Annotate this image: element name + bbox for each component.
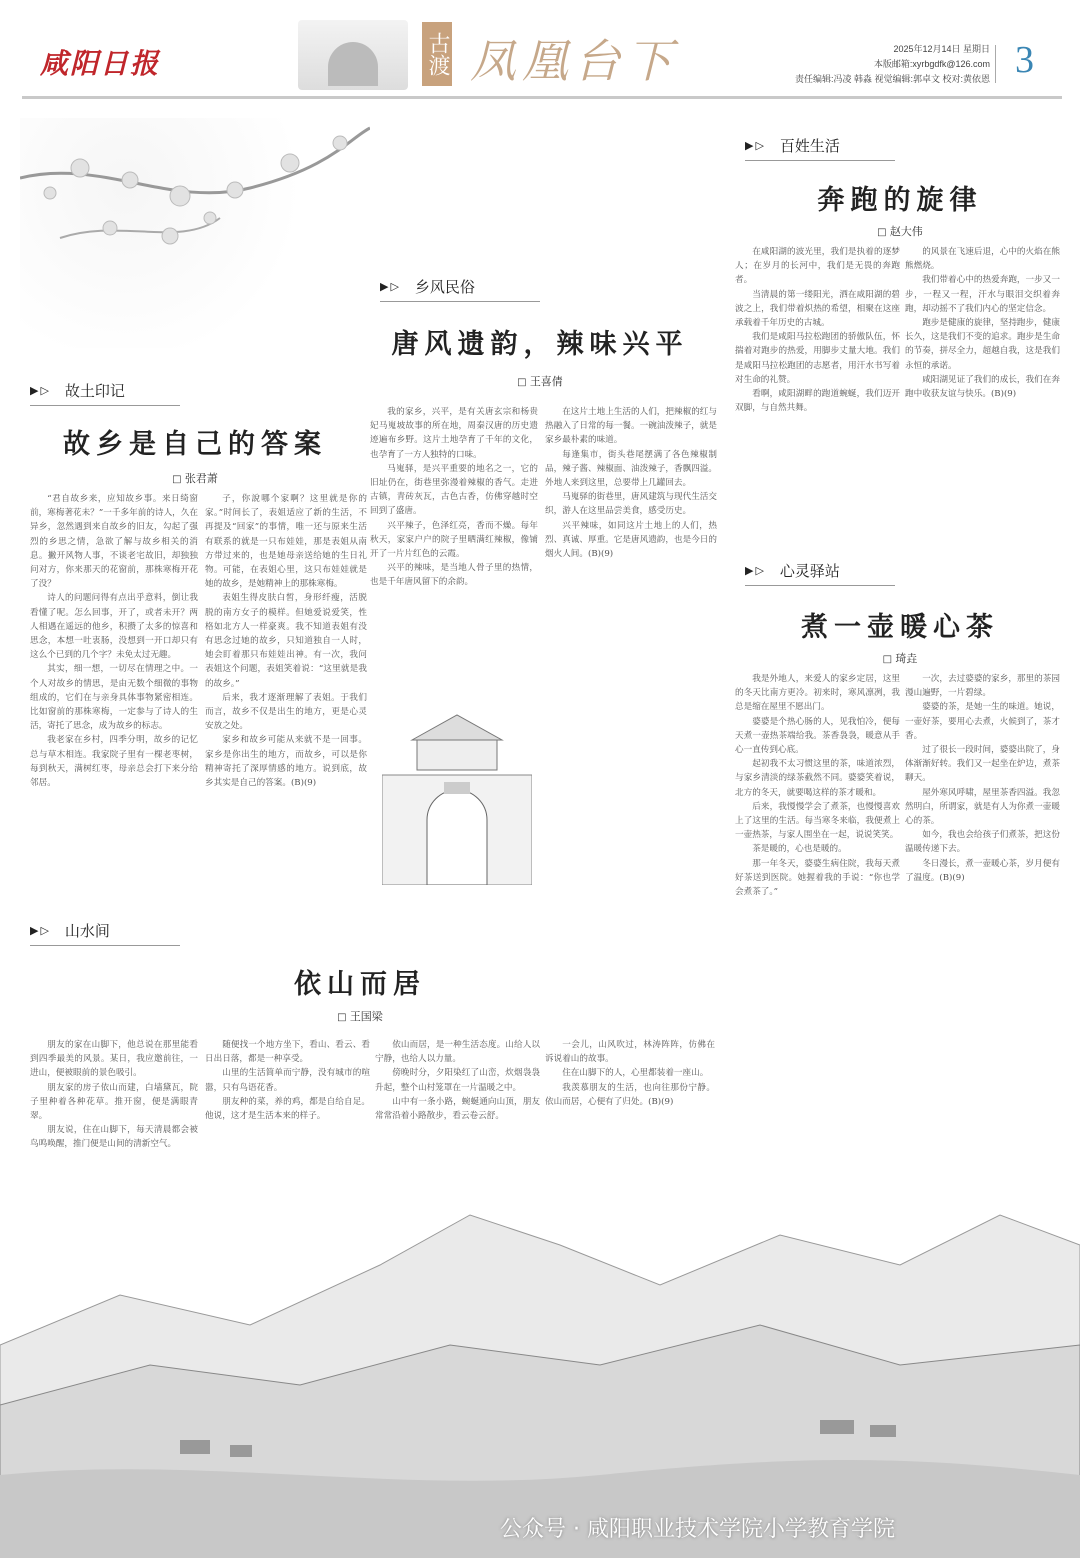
arrow-icon: ▶▷ [745,139,766,152]
arrow-icon: ▶▷ [380,280,401,293]
article-text-column: 一次，去过婆婆的家乡，那里的茶园漫山遍野，一片碧绿。 婆婆的茶，是她一生的味道。她说，一壶好茶，要用心去煮，火候到了，茶才香。 过了很长一段时间，婆婆出院了，身体渐渐好转。我们又一起坐在炉边，煮茶聊天。 屋外寒风呼啸，屋里茶香四溢。我忽然明白，所谓家，就是有人为你煮一壶暖心的茶。 如今，我也会给孩子们煮茶，把这份温暖传递下去。 冬日漫长，煮一壶暖心茶，岁月便有了温度。(B)(9) [905,674,1060,883]
article-author: □ 赵大伟 [735,223,1065,239]
article-title: 故乡是自己的答案 [63,429,327,460]
article-text-column: 依山而居，是一种生活态度。山给人以宁静，也给人以力量。 傍晚时分，夕阳染红了山峦，炊烟袅袅升起，整个山村笼罩在一片温暖之中。 山中有一条小路，蜿蜒通向山顶，朋友常常沿着小路散步，看云卷云舒。 [375,1040,540,1122]
article-title: 煮一壶暖心茶 [801,612,999,643]
wechat-watermark: 公众号 · 咸阳职业技术学院小学教育学院 [500,1517,895,1542]
section-badge: 古渡 [422,22,452,86]
article-title: 依山而居 [294,969,426,1000]
column-label-shanshui [30,920,180,946]
editor-credits: 责任编辑:冯凌 韩淼 视觉编辑:郭卓文 校对:黄依恩 [794,74,990,84]
page-number: 3 [1015,39,1034,81]
ancient-gate-illustration [382,700,532,885]
column-label-gutu [30,380,180,406]
column-label-xinling [745,560,895,586]
header-tower-illustration [298,20,408,90]
article-author: □ 王国梁 [200,1008,520,1024]
arrow-icon: ▶▷ [745,564,766,577]
article-text-column: 子，你說哪个家啊？这里就是你的家。”时间长了，表姐适应了新的生活，不再提及“回家”的事情，唯一还与原来生活有联系的就是一只布娃娃，那是表姐从南方带过来的，也是她母亲送给她的生日礼物。可能，在表姐心里，这只布娃娃就是她的故乡，是她精神上的那株寒梅。 表姐生得皮肤白皙，身形纤瘦，活脱脱的南方女子的模样。但她爱说爱笑，性格如北方人一样豪爽。我不知道表姐有没有思念过她的故乡，只知道独自一人时，她会盯着那只布娃娃出神。有一次，我问表姐这个问题，表姐笑着说：“这里就是我的故乡。” 后来，我才逐渐理解了表姐。于我们而言，故乡不仅是出生的地方，更是心灵安放之处。 家乡和故乡可能从来就不是一回事。家乡是你出生的地方，而故乡，可以是你精神寄托了深厚情感的地方。说到底，故乡其实是自己的答案。(B)(9) [205,494,367,789]
column-label: 乡风民俗 [414,278,475,296]
article-text-column: 我是外地人，来爱人的家乡定居，这里的冬天比南方更冷。初来时，寒风凛冽，我总是缩在屋里不愿出门。 婆婆是个热心肠的人，见我怕冷，便每天煮一壶热茶端给我。茶香袅袅，暖意从手心一直传到心底。 起初我不太习惯这里的茶，味道浓烈，与家乡清淡的绿茶截然不同。婆婆笑着说，北方的冬天，就要喝这样的茶才暖和。 后来，我慢慢学会了煮茶，也慢慢喜欢上了这里的生活。每当寒冬来临，我便煮上一壶热茶，与家人围坐在一起，说说笑笑。 茶是暖的，心也是暖的。 那一年冬天，婆婆生病住院，我每天煮好茶送到医院。她握着我的手说：“你也学会煮茶了。” [735,674,900,898]
arrow-icon: ▶▷ [30,384,51,397]
editor-email: 本版邮箱:xyrbgdfk@126.com [873,59,990,69]
column-label: 故土印记 [64,382,125,400]
column-label-xiangfeng [380,276,540,302]
article-text-column: 在这片土地上生活的人们，把辣椒的红与热融入了日常的每一餐。一碗油泼辣子，就是家乡最朴素的味道。 每逢集市，街头巷尾摆满了各色辣椒制品，辣子酱、辣椒面、油泼辣子，香飘四溢。外地人来到这里，总要带上几罐回去。 马嵬驿的街巷里，唐风建筑与现代生活交织，游人在这里品尝美食，感受历史。 兴平辣味，如同这片土地上的人们，热烈、真诚、厚重。它是唐风遗韵，也是今日的烟火人间。(B)(9) [545,407,717,560]
article-text-column: 的风景在飞速后退，心中的火焰在熊熊燃烧。 我们带着心中的热爱奔跑，一步又一步，一程又一程，汗水与眼泪交织着奔跑，却动摇不了我们内心的坚定信念。 跑步是健康的旋律，坚持跑步，健康长久，这是我们不变的追求。跑步是生命的节奏，拼尽全力，超越自我，这是我们永恒的承诺。 咸阳湖见证了我们的成长，我们在奔跑中收获友谊与快乐。(B)(9) [905,247,1060,400]
column-label: 百姓生活 [779,137,840,155]
arrow-icon: ▶▷ [30,924,51,937]
issue-date: 2025年12月14日 星期日 [893,44,990,54]
article-author: □ 张君萧 [30,470,360,486]
article-title: 奔跑的旋律 [817,185,983,216]
article-text-column: 随便找一个地方坐下，看山、看云、看日出日落，都是一种享受。 山里的生活简单而宁静，没有城市的喧嚣，只有鸟语花香。 朋友种的菜，养的鸡，都是自给自足。他说，这才是生活本来的样子。 [205,1040,370,1122]
section-title: 凤凰台下 [470,34,678,88]
article-text-column: 在咸阳湖的波光里，我们是执着的逐梦人；在岁月的长河中，我们是无畏的奔跑者。 当清晨的第一缕阳光，洒在咸阳湖的碧波之上，我们带着炽热的希望，相聚在这座承载着千年历史的古城。 我们是咸阳马拉松跑团的骄傲队伍，怀揣着对跑步的热爱，用脚步丈量大地。我们是咸阳马拉松跑团的志愿者，用汗水书写着对生命的礼赞。 看啊，咸阳湖畔的跑道蜿蜒，我们迈开双脚，与自然共舞。 [735,247,900,414]
header-rule [22,96,1062,99]
article-text-column: “君自故乡来，应知故乡事。来日绮窗前，寒梅著花未？”一千多年前的诗人，久在异乡，忽然遇到来自故乡的旧友，勾起了强烈的乡思之情，急欲了解与故乡相关的消息。撇开风物人事，不谈老宅故旧，却独独问对方，你来那天的花窗前，那株寒梅开花了没？ 诗人的问题问得有点出乎意料，倒让我看懂了呢。怎么回事，开了，或者未开？两人相遇在遥远的他乡，积攒了太多的惊喜和思念，本想一吐衷肠，没想到一开口却只有这么个已到的几个字？未免太过无趣。 其实，细一想，一切尽在情理之中。一个人对故乡的情思，是由无数个细微的事物组成的，它们在与亲身具体事物紧密相连。比如窗前的那株寒梅，一定参与了诗人的生活，寄托了思念，成为故乡的标志。 我老家在乡村，四季分明，故乡的记忆总与草木相连。我家院子里有一棵老枣树，每到秋天，满树红枣，母亲总会打下来分给邻居。 [30,494,198,789]
plum-blossom-illustration [20,118,370,348]
mountain-landscape-illustration [0,1175,1080,1558]
article-title: 唐风遗韵，辣味兴平 [391,329,689,360]
article-text-column: 我的家乡，兴平，是有关唐玄宗和杨贵妃马嵬坡故事的所在地，周秦汉唐的历史遗迹遍布乡野。这片土地孕育了千年的文化，也孕育了一方人独特的口味。 马嵬驿，是兴平重要的地名之一，它的旧址仍在，街巷里弥漫着辣椒的香气。走进古镇，青砖灰瓦，古色古香，仿佛穿越时空回到了盛唐。 兴平辣子，色泽红亮，香而不燥。每年秋天，家家户户的院子里晒满红辣椒，像铺开了一片片红色的云霞。 兴平的辣味，是当地人骨子里的热情，也是千年唐风留下的余韵。 [370,407,538,588]
column-label-baixing [745,135,895,161]
column-label: 心灵驿站 [779,562,840,580]
header-divider [995,45,996,83]
column-label: 山水间 [64,922,110,940]
newspaper-logo: 咸阳日报 [40,47,161,80]
article-text-column: 一会儿，山风吹过，林涛阵阵，仿佛在诉说着山的故事。 住在山脚下的人，心里都装着一座山。 我羡慕朋友的生活，也向往那份宁静。依山而居，心便有了归处。(B)(9) [545,1040,715,1107]
article-author: □ 琦垚 [735,650,1065,666]
article-text-column: 朋友的家在山脚下，他总说在那里能看到四季最美的风景。某日，我应邀前往，一进山，便被眼前的景色吸引。 朋友家的房子依山而建，白墙黛瓦，院子里种着各种花草。推开窗，便是满眼青翠。 朋友说，住在山脚下，每天清晨都会被鸟鸣唤醒，推门便是山间的清新空气。 [30,1040,198,1150]
article-author: □ 王喜倩 [375,373,705,389]
